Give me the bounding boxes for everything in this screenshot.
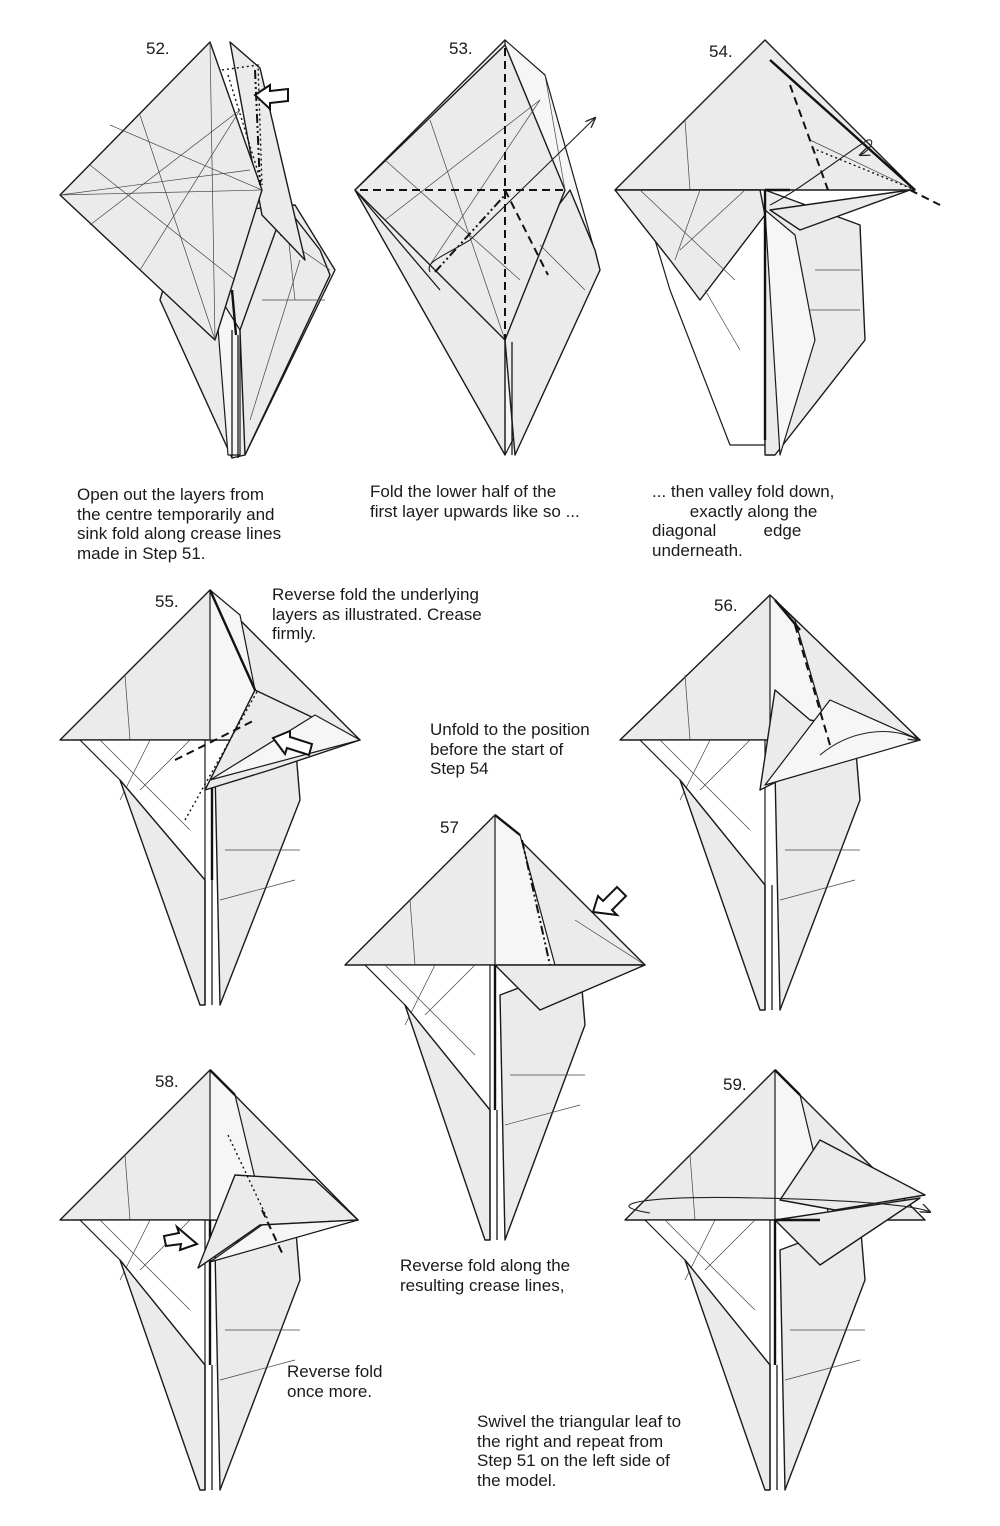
step-55-diagram (60, 590, 360, 1005)
step-59-caption: Swivel the triangular leaf to the right and repeat from Step 51 on the left side of the model. (477, 1412, 682, 1490)
step-54-number: 54. (709, 42, 733, 61)
step-58-diagram (60, 1070, 358, 1490)
step-53-number: 53. (449, 39, 473, 58)
step-52-caption: Open out the layers from the centre temporarily and sink fold along crease lines made in Step 51. (77, 485, 282, 563)
step-53-diagram (355, 40, 600, 455)
step-55-caption: Reverse fold the underlying layers as illustrated. Crease firmly. (272, 585, 482, 643)
step-52-number: 52. (146, 39, 170, 58)
step-56-diagram (620, 595, 920, 1010)
step-58-caption: Reverse fold once more. (287, 1362, 383, 1401)
step-56-number: 56. (714, 596, 738, 615)
step-57-number: 57 (440, 818, 459, 837)
step-53-caption: Fold the lower half of the first layer upwards like so ... (370, 482, 580, 521)
step-54-caption: ... then valley fold down, exactly along the diagonal edge underneath. (652, 482, 835, 560)
step-55-number: 55. (155, 592, 179, 611)
step-52-diagram (60, 42, 335, 458)
step-59-number: 59. (723, 1075, 747, 1094)
step-54-diagram (615, 40, 940, 455)
step-57-diagram (345, 815, 645, 1240)
step-56-caption: Unfold to the position before the start of Step 54 (430, 720, 590, 778)
step-58-number: 58. (155, 1072, 179, 1091)
step-57-caption: Reverse fold along the resulting crease lines, (400, 1256, 571, 1295)
